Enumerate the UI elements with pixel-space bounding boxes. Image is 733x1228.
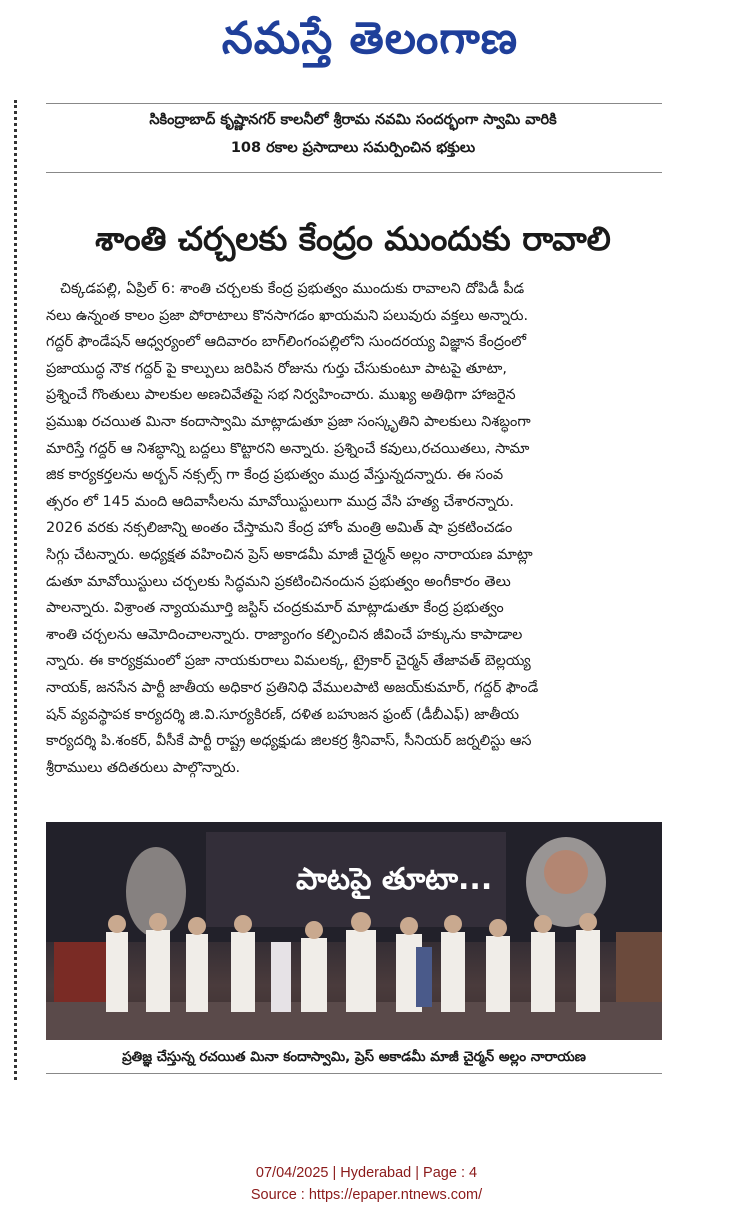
body-line: గద్దర్ ఫౌండేషన్ ఆధ్వర్యంలో ఆదివారం బాగ్‌లింగంపల్లిలోని సుందరయ్య విజ్ఞాన కేంద్రంలో <box>46 334 527 351</box>
body-line: శ్రీరాములు తదితరులు పాల్గొన్నారు. <box>46 759 241 776</box>
body-line: చిక్కడపల్లి, ఏప్రిల్ 6: శాంతి చర్చలకు కేంద్ర ప్రభుత్వం ముందుకు రావాలని దోపిడీ పీడ <box>60 281 525 297</box>
body-line: డుతూ మావోయిస్టులు చర్చలకు సిద్ధమని ప్రకటించినందున ప్రభుత్వం అంగీకారం తెలు <box>46 573 511 590</box>
body-line: శాంతి చర్చలను ఆమోదించాలన్నారు. రాజ్యాంగం కల్పించిన జీవించే హక్కును కాపాడాల <box>46 626 523 643</box>
event-banner-title: పాటపై తూటా... <box>296 862 493 897</box>
event-photo-illustration <box>46 822 662 1040</box>
body-line: త్సరం లో 145 మంది ఆదివాసీలను మావోయిస్టులుగా ముద్ర వేసి హత్య చేశారన్నారు. <box>46 493 514 510</box>
body-line: సిగ్గు చేటన్నారు. అధ్యక్షత వహించిన ప్రెస్ అకాడమీ మాజీ చైర్మన్ అల్లం నారాయణ మాట్లా <box>46 546 533 563</box>
footer-source-line: Source : https://epaper.ntnews.com/ <box>250 1187 483 1203</box>
body-line: కార్యదర్శి పి.శంకర్, వీసీకే పార్టీ రాష్ట్ర అధ్యక్షుడు జిలకర్ర శ్రీనివాస్, సీనియర్ జర్నలిస్టు ఆస <box>46 733 532 750</box>
masthead-logo: నమస్తే తెలంగాణ <box>221 13 519 64</box>
body-line: షన్ వ్యవస్థాపక కార్యదర్శి జి.వి.సూర్యకిరణ్, దళిత బహుజన ఫ్రంట్ (డీబీఎఫ్) జాతీయ <box>46 706 519 723</box>
body-line: ప్రముఖ రచయిత మినా కందాస్వామి మాట్లాడుతూ ప్రజా సంస్కృతిని పాలకులు నిశబ్ధంగా <box>46 413 531 430</box>
article-headline: శాంతి చర్చలకు కేంద్రం ముందుకు రావాలి <box>95 219 611 258</box>
event-photo <box>46 822 662 1040</box>
margin-dotted-rule <box>14 100 17 1080</box>
body-line: ప్రశ్నించే గొంతులు పాలకుల అణచివేతపై సభ నిర్వహించారు. ముఖ్య అతిథిగా హాజరైన <box>46 387 516 404</box>
body-line: న్నారు. ఈ కార్యక్రమంలో ప్రజా నాయకురాలు విమలక్క, ట్రైకార్ చైర్మన్ తేజావత్ బెల్లయ్య <box>46 653 531 670</box>
related-headline-line-1: సికింద్రాబాద్ కృష్ణానగర్ కాలనీలో శ్రీరామ నవమి సందర్భంగా స్వామి వారికి <box>149 112 557 128</box>
body-line: ప్రజాయుద్ధ నౌక గద్దర్ పై కాల్పులు జరిపిన రోజును గుర్తు చేసుకుంటూ పాటపై తూటా, <box>46 360 507 377</box>
related-headline-line-2: 108 రకాల ప్రసాదాలు సమర్పించిన భక్తులు <box>230 140 476 156</box>
divider-middle <box>46 172 662 173</box>
footer-date-line: 07/04/2025 | Hyderabad | Page : 4 <box>255 1165 478 1181</box>
body-line: మారిస్తే గద్దర్ ఆ నిశబ్ధాన్ని బద్దలు కొట్టారని అన్నారు. ప్రశ్నించే కవులు,రచయితలు, సామా <box>46 440 530 457</box>
body-line: 2026 వరకు నక్సలిజాన్ని అంతం చేస్తామని కేంద్ర హోం మంత్రి అమిత్ షా ప్రకటించడం <box>46 520 513 537</box>
photo-caption: ప్రతిజ్ఞ చేస్తున్న రచయిత మినా కందాస్వామి, ప్రెస్ అకాడమీ మాజీ చైర్మన్ అల్లం నారాయణ <box>46 1041 662 1074</box>
related-headline <box>46 106 660 162</box>
divider-top <box>46 103 662 104</box>
body-line: పాలన్నారు. విశ్రాంత న్యాయమూర్తి జస్టిస్ చంద్రకుమార్ మాట్లాడుతూ కేంద్ర ప్రభుత్వం <box>46 600 504 617</box>
body-line: నాయక్, జనసేన పార్టీ జాతీయ అధికార ప్రతినిధి వేములపాటి అజయ్‌కుమార్, గద్దర్ ఫౌండే <box>46 679 539 696</box>
body-line: జిక కార్యకర్తలను అర్బన్ నక్సల్స్ గా కేంద్ర ప్రభుత్వం ముద్ర వేస్తున్నదన్నారు. ఈ సంవ <box>46 467 504 484</box>
article-body <box>46 276 662 781</box>
body-line: నలు ఉన్నంత కాలం ప్రజా పోరాటాలు కొనసాగడం ఖాయమని పలువురు వక్తలు అన్నారు. <box>46 307 529 324</box>
page-footer <box>0 1162 733 1206</box>
